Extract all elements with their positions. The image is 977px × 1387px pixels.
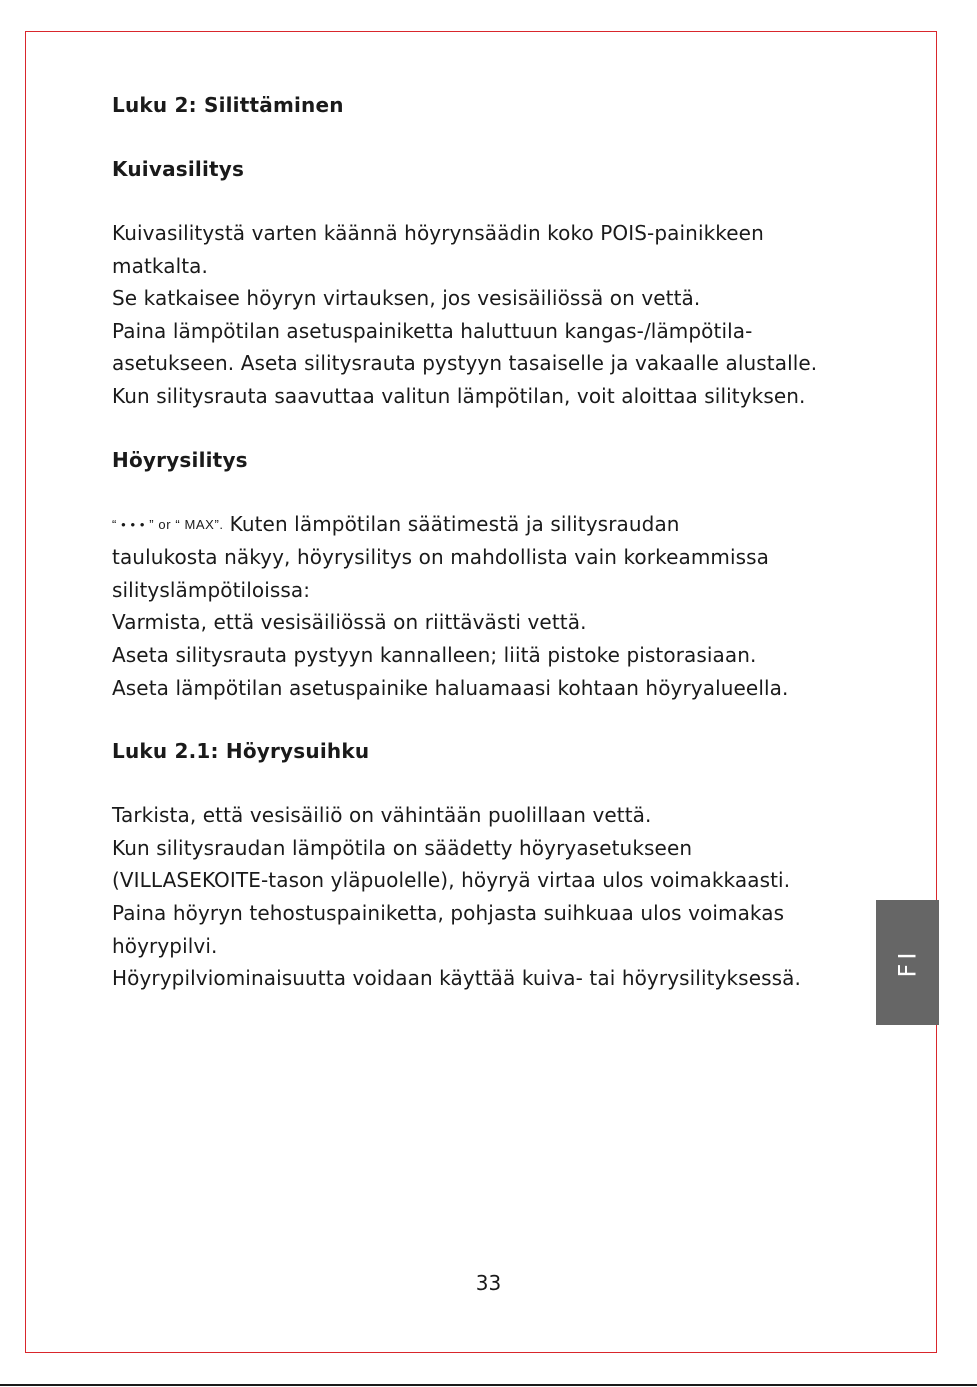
text-line: Kun silitysraudan lämpötila on säädetty höyryasetukseen <box>112 835 693 860</box>
text-line: asetukseen. Aseta silitysrauta pystyyn tasaiselle ja vakaalle alustalle. <box>112 351 818 376</box>
text-line-content: Kuten lämpötilan säätimestä ja silitysraudan <box>229 511 680 536</box>
text-line: Se katkaisee höyryn virtauksen, jos vesisäiliössä on vettä. <box>112 286 701 311</box>
text-line: matkalta. <box>112 253 208 278</box>
text-line: Aseta silitysrauta pystyyn kannalleen; liitä pistoke pistorasiaan. <box>112 642 757 667</box>
steam-burst-paragraph <box>112 799 872 995</box>
spacer <box>112 122 872 153</box>
spacer <box>112 768 872 799</box>
language-tab <box>876 900 939 1025</box>
section-title-steam-burst: Luku 2.1: Höyrysuihku <box>112 739 370 764</box>
steam-ironing-paragraph <box>112 508 872 705</box>
text-line: silityslämpötiloissa: <box>112 577 311 602</box>
chapter-title: Luku 2: Silittäminen <box>112 93 344 117</box>
text-line: Kun silitysrauta saavuttaa valitun lämpötilan, voit aloittaa silityksen. <box>112 383 806 408</box>
text-line: taulukosta näkyy, höyrysilitys on mahdollista vain korkeammissa <box>112 545 770 570</box>
temperature-setting-note: “ • • • ” or “ MAX”. <box>112 516 224 532</box>
text-line: höyrypilvi. <box>112 933 218 958</box>
text-line: Aseta lämpötilan asetuspainike haluamaasi kohtaan höyryalueella. <box>112 675 789 700</box>
spacer <box>112 186 872 217</box>
text-line: (VILLASEKOITE-tason yläpuolelle), höyryä virtaa ulos voimakkaasti. <box>112 868 791 893</box>
spacer <box>112 413 872 444</box>
text-line <box>112 508 872 542</box>
bottom-rule <box>0 1384 977 1386</box>
section-title-dry-ironing: Kuivasilitys <box>112 157 245 181</box>
dry-ironing-paragraph <box>112 217 872 413</box>
spacer <box>112 477 872 508</box>
spacer <box>112 704 872 735</box>
section-title-steam-ironing: Höyrysilitys <box>112 447 248 472</box>
text-line: Kuivasilitystä varten käännä höyrynsäädin koko POIS-painikkeen <box>112 221 764 245</box>
page-number: 33 <box>475 1271 502 1295</box>
text-line: Tarkista, että vesisäiliö on vähintään puolillaan vettä. <box>112 803 652 828</box>
text-line: Paina lämpötilan asetuspainiketta haluttuun kangas-/lämpötila- <box>112 318 753 343</box>
text-line: Höyrypilviominaisuutta voidaan käyttää kuiva- tai höyrysilityksessä. <box>112 966 801 991</box>
language-tab-label: FI <box>893 948 922 977</box>
text-line: Varmista, että vesisäiliössä on riittävästi vettä. <box>112 610 587 635</box>
text-line: Paina höyryn tehostuspainiketta, pohjasta suihkuaa ulos voimakas <box>112 900 785 925</box>
document-content <box>112 89 872 995</box>
